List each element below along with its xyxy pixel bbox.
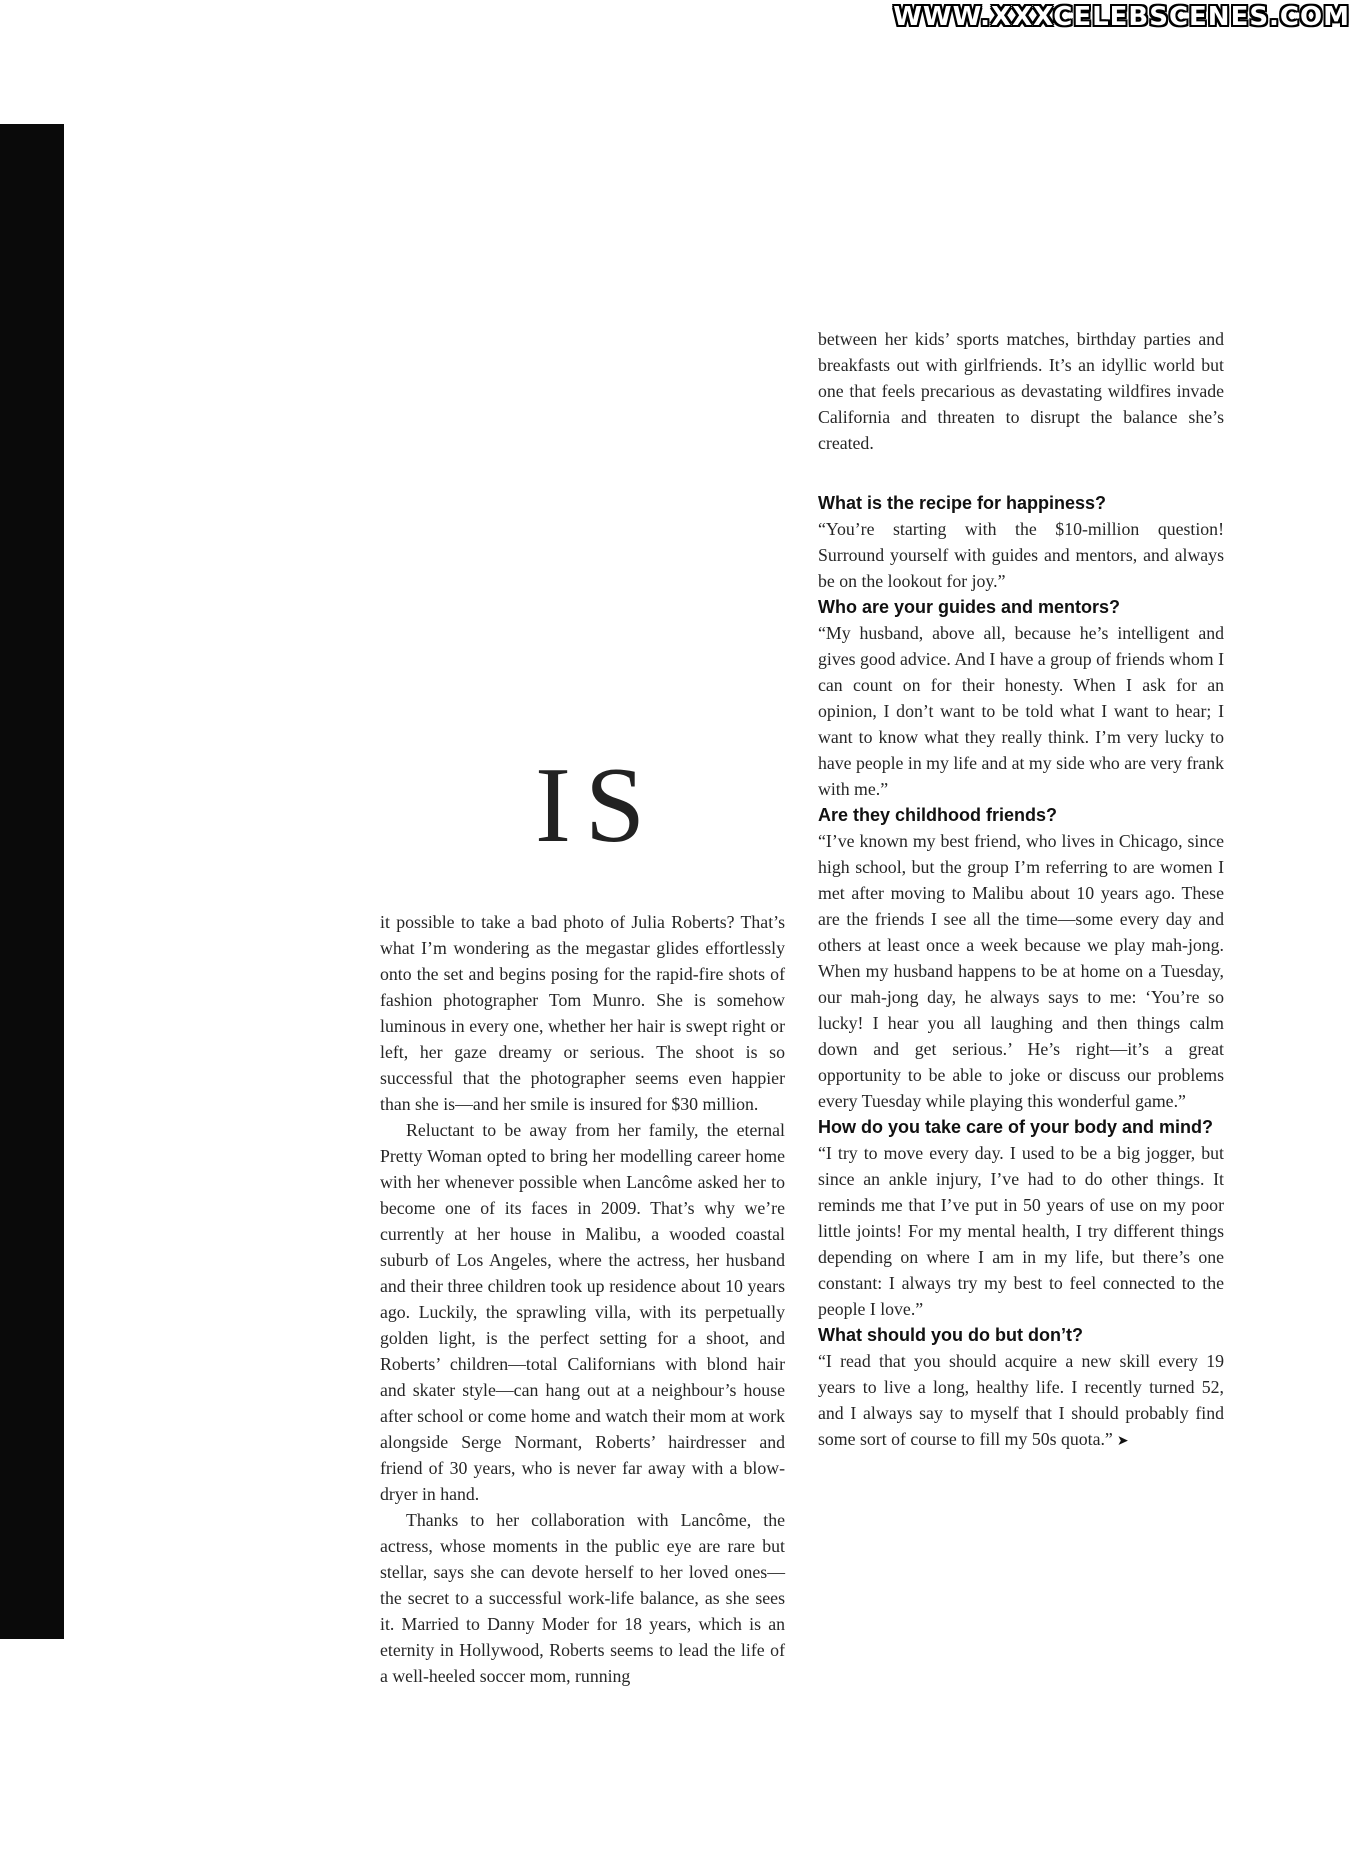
question-heading: Are they childhood friends? xyxy=(818,805,1058,825)
paragraph: it possible to take a bad photo of Julia Roberts? That’s what I’m wondering as the megastar glides effortlessly onto the set and begins posing for the rapid-fire shots of fashion photographer Tom Munro. She is somehow luminous in every one, whether her hair is swept right or left, her gaze dreamy or serious. The shoot is so successful that the photographer seems even happier than she is—and her smile is insured for $30 million. xyxy=(380,912,785,1114)
paragraph: Reluctant to be away from her family, the eternal Pretty Woman opted to bring her modelling career home with her whenever possible when Lancôme asked her to become one of its faces in 2009. That’s why we’re currently at her house in Malibu, a wooded coastal suburb of Los Angeles, where the actress, her husband and their three children took up residence about 10 years ago. Luckily, the sprawling villa, with its perpetually golden light, is the perfect setting for a shoot, and Roberts’ children—total Californians with blond hair and skater style—can hang out at a neighbour’s house after school or come home and watch their mom at work alongside Serge Normant, Roberts’ hairdresser and friend of 30 years, who is never far away with a blow-dryer in hand. xyxy=(380,1120,785,1504)
black-side-band xyxy=(0,124,64,1639)
paragraph: Thanks to her collaboration with Lancôme, the actress, whose moments in the public eye are rare but stellar, says she can devote herself to her loved ones—the secret to a successful work-life balance, as she sees it. Married to Danny Moder for 18 years, which is an eternity in Hollywood, Roberts seems to lead the life of a well-heeled soccer mom, running xyxy=(380,1510,785,1686)
continue-arrow-icon: ➤ xyxy=(1116,1433,1129,1449)
drop-cap: IS xyxy=(535,746,660,865)
right-column xyxy=(818,326,1224,1454)
left-column xyxy=(380,909,785,1689)
watermark: WWW.XXXCELEBSCENES.COM xyxy=(893,2,1350,32)
question-heading: Who are your guides and mentors? xyxy=(818,597,1121,617)
answer-paragraph: “My husband, above all, because he’s intelligent and gives good advice. And I have a group of friends whom I can count on for their honesty. When I ask for an opinion, I don’t want to be told what I want to hear; I want to know what they really think. I’m very lucky to have people in my life and at my side who are very frank with me.” xyxy=(818,623,1224,799)
answer-paragraph xyxy=(818,1348,1224,1454)
answer-text: “I read that you should acquire a new skill every 19 years to live a long, healthy life. I recently turned 52, and I always say to myself that I should probably find some sort of course to fill my 50s quota.” xyxy=(818,1351,1224,1449)
answer-paragraph: “You’re starting with the $10-million question! Surround yourself with guides and mentors, and always be on the lookout for joy.” xyxy=(818,519,1224,591)
question-heading: What should you do but don’t? xyxy=(818,1325,1083,1345)
paragraph: between her kids’ sports matches, birthday parties and breakfasts out with girlfriends. It’s an idyllic world but one that feels precarious as devastating wildfires invade California and threaten to disrupt the balance she’s created. xyxy=(818,329,1224,453)
answer-paragraph: “I’ve known my best friend, who lives in Chicago, since high school, but the group I’m referring to are women I met after moving to Malibu about 10 years ago. These are the friends I see all the time—some every day and others at least once a week because we play mah-jong. When my husband happens to be at home on a Tuesday, our mah-jong day, he always says to me: ‘You’re so lucky! I hear you all laughing and then things calm down and get serious.’ He’s right—it’s a great opportunity to be able to joke or discuss our problems every Tuesday while playing this wonderful game.” xyxy=(818,831,1224,1111)
answer-paragraph: “I try to move every day. I used to be a big jogger, but since an ankle injury, I’ve had to do other things. It reminds me that I’ve put in 50 years of use on my poor little joints! For my mental health, I try different things depending on where I am in my life, but there’s one constant: I always try my best to feel connected to the people I love.” xyxy=(818,1143,1224,1319)
question-heading: What is the recipe for happiness? xyxy=(818,493,1107,513)
question-heading: How do you take care of your body and mind? xyxy=(818,1117,1214,1137)
